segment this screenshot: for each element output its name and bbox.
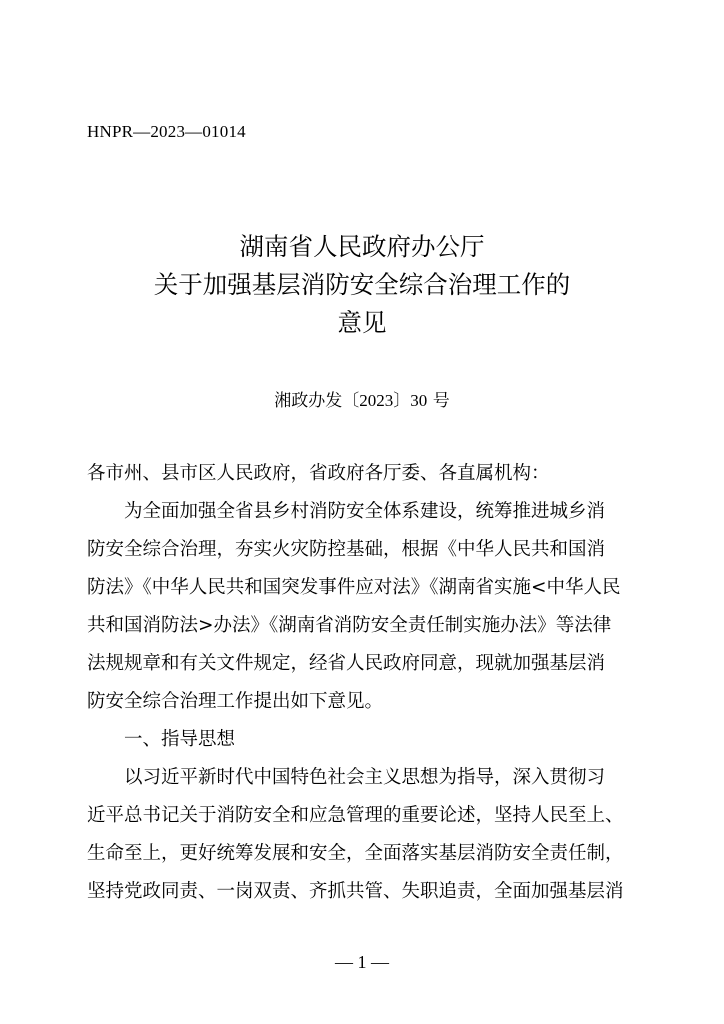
document-title-line-2: 关于加强基层消防安全综合治理工作的 (153, 270, 571, 299)
issue-number-prefix: 湘政办发〔 (274, 391, 360, 411)
paragraph-1-line-2: 防安全综合治理，夯实火灾防控基础，根据《中华人民共和国消 (87, 539, 606, 560)
issue-bracket-close: 〕 (393, 391, 411, 411)
issue-year: 2023 (359, 391, 394, 410)
section-1-heading: 一、指导思想 (124, 729, 236, 750)
document-number: HNPR—2023—01014 (87, 122, 246, 141)
issue-suffix: 号 (432, 391, 450, 411)
document-title-line-3: 意见 (337, 308, 387, 337)
issue-number (0, 386, 724, 411)
document-title-line-1: 湖南省人民政府办公厅 (239, 232, 485, 261)
paragraph-1-line-5: 法规规章和有关文件规定，经省人民政府同意，现就加强基层消 (87, 653, 606, 674)
paragraph-2-line-1: 以习近平新时代中国特色社会主义思想为指导，深入贯彻习 (124, 767, 606, 788)
paragraph-2-line-3: 生命至上，更好统筹发展和安全，全面落实基层消防安全责任制， (87, 843, 624, 864)
paragraph-1-line-3: 防法》《中华人民共和国突发事件应对法》《湖南省实施<中华人民 (87, 577, 621, 598)
paragraph-2-line-2: 近平总书记关于消防安全和应急管理的重要论述，坚持人民至上、 (87, 805, 624, 826)
page-number: — 1 — (335, 952, 389, 972)
issue-num: 30 (410, 391, 428, 410)
paragraph-1-line-4: 共和国消防法>办法》《湖南省消防安全责任制实施办法》等法律 (87, 615, 612, 636)
paragraph-1-line-6: 防安全综合治理工作提出如下意见。 (87, 691, 384, 712)
paragraph-1-line-1: 为全面加强全省县乡村消防安全体系建设，统筹推进城乡消 (124, 501, 606, 522)
addressee-line: 各市州、县市区人民政府，省政府各厅委、各直属机构： (87, 463, 550, 484)
paragraph-2-line-4: 坚持党政同责、一岗双责、齐抓共管、失职追责，全面加强基层消 (87, 881, 624, 902)
